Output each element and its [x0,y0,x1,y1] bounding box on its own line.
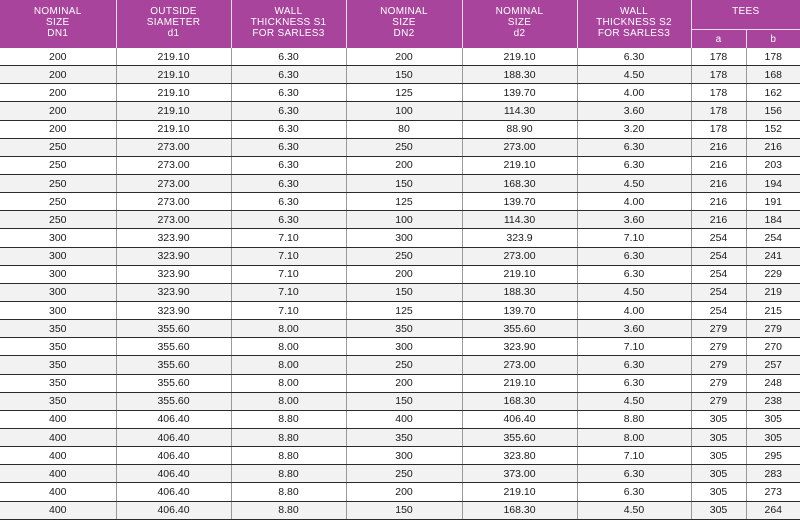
s2-cell: 6.30 [577,465,691,483]
tee-b-cell: 279 [746,320,800,338]
d1-cell: 219.10 [116,84,231,102]
d2-cell: 373.00 [462,465,577,483]
s2-cell: 6.30 [577,138,691,156]
dn1-cell: 350 [0,338,116,356]
s1-cell: 7.10 [231,301,346,319]
dn2-cell: 125 [346,193,462,211]
table-row [0,211,800,229]
d1-cell: 406.40 [116,465,231,483]
d1-cell: 406.40 [116,428,231,446]
d1-cell: 323.90 [116,229,231,247]
dn2-cell: 250 [346,138,462,156]
tee-b-cell: 305 [746,428,800,446]
tee-b-cell: 216 [746,138,800,156]
dn2-cell: 350 [346,320,462,338]
d2-cell: 188.30 [462,283,577,301]
tee-a-cell: 216 [691,211,746,229]
d1-cell: 406.40 [116,501,231,519]
dn1-cell: 250 [0,211,116,229]
dn2-cell: 250 [346,465,462,483]
tee-b-cell: 229 [746,265,800,283]
tee-b-cell: 254 [746,229,800,247]
d2-cell: 168.30 [462,174,577,192]
dn1-cell: 350 [0,374,116,392]
dn1-cell: 200 [0,84,116,102]
d2-cell: 273.00 [462,356,577,374]
tee-b-cell: 219 [746,283,800,301]
tee-b-cell: 283 [746,465,800,483]
tee-a-cell: 305 [691,483,746,501]
s2-cell: 7.10 [577,229,691,247]
tee-b-cell: 184 [746,211,800,229]
d2-cell: 219.10 [462,374,577,392]
d1-cell: 219.10 [116,66,231,84]
s1-cell: 8.80 [231,410,346,428]
s2-cell: 6.30 [577,265,691,283]
table-row [0,102,800,120]
table-row [0,193,800,211]
tee-a-cell: 178 [691,120,746,138]
s2-cell: 3.60 [577,102,691,120]
s2-cell: 4.00 [577,193,691,211]
table-row [0,247,800,265]
s2-cell: 6.30 [577,374,691,392]
s2-cell: 6.30 [577,48,691,66]
table-row [0,320,800,338]
s2-cell: 8.00 [577,428,691,446]
d1-cell: 219.10 [116,102,231,120]
tee-a-cell: 279 [691,338,746,356]
d1-cell: 273.00 [116,138,231,156]
d1-cell: 406.40 [116,483,231,501]
header-tees: TEES [691,0,800,30]
dn1-cell: 300 [0,283,116,301]
d1-cell: 323.90 [116,265,231,283]
dn2-cell: 400 [346,410,462,428]
tee-a-cell: 305 [691,410,746,428]
s1-cell: 6.30 [231,211,346,229]
s2-cell: 8.80 [577,410,691,428]
tee-a-cell: 216 [691,156,746,174]
d2-cell: 168.30 [462,501,577,519]
table-body [0,48,800,519]
table-header [0,0,800,48]
s1-cell: 8.80 [231,447,346,465]
table-row [0,156,800,174]
header-wall-thickness-s1: WALL THICKNESS S1 FOR SARLES3 [231,0,346,48]
s1-cell: 8.00 [231,338,346,356]
d2-cell: 168.30 [462,392,577,410]
s1-cell: 7.10 [231,283,346,301]
dn1-cell: 350 [0,320,116,338]
d1-cell: 273.00 [116,211,231,229]
d1-cell: 323.90 [116,283,231,301]
s1-cell: 6.30 [231,84,346,102]
tee-b-cell: 273 [746,483,800,501]
d2-cell: 323.80 [462,447,577,465]
s1-cell: 6.30 [231,66,346,84]
s1-cell: 6.30 [231,174,346,192]
dn1-cell: 300 [0,301,116,319]
tee-a-cell: 305 [691,447,746,465]
tee-a-cell: 178 [691,102,746,120]
s2-cell: 7.10 [577,447,691,465]
d2-cell: 323.90 [462,338,577,356]
d1-cell: 273.00 [116,174,231,192]
dn1-cell: 400 [0,410,116,428]
dn2-cell: 150 [346,501,462,519]
table-row [0,374,800,392]
dn2-cell: 200 [346,156,462,174]
d1-cell: 355.60 [116,374,231,392]
tee-a-cell: 254 [691,265,746,283]
dn2-cell: 250 [346,247,462,265]
s1-cell: 8.80 [231,483,346,501]
tee-a-cell: 279 [691,374,746,392]
table-row [0,66,800,84]
s1-cell: 6.30 [231,48,346,66]
d1-cell: 273.00 [116,193,231,211]
d2-cell: 88.90 [462,120,577,138]
tee-a-cell: 216 [691,174,746,192]
table-row [0,356,800,374]
tee-b-cell: 194 [746,174,800,192]
dn2-cell: 100 [346,102,462,120]
tee-a-cell: 305 [691,465,746,483]
dn2-cell: 125 [346,301,462,319]
tee-b-cell: 270 [746,338,800,356]
dn1-cell: 300 [0,229,116,247]
dn1-cell: 200 [0,48,116,66]
d2-cell: 219.10 [462,265,577,283]
dn2-cell: 80 [346,120,462,138]
s1-cell: 7.10 [231,247,346,265]
dn1-cell: 250 [0,193,116,211]
tee-a-cell: 254 [691,247,746,265]
s2-cell: 4.50 [577,174,691,192]
d1-cell: 323.90 [116,301,231,319]
dn2-cell: 200 [346,483,462,501]
tee-b-cell: 264 [746,501,800,519]
dn2-cell: 300 [346,447,462,465]
s1-cell: 6.30 [231,102,346,120]
dn2-cell: 150 [346,392,462,410]
tee-b-cell: 305 [746,410,800,428]
s2-cell: 6.30 [577,356,691,374]
d2-cell: 219.10 [462,483,577,501]
table-row [0,410,800,428]
tee-b-cell: 162 [746,84,800,102]
header-tees-a: a [691,30,746,49]
s2-cell: 3.60 [577,320,691,338]
s1-cell: 7.10 [231,265,346,283]
s2-cell: 6.30 [577,156,691,174]
dn1-cell: 200 [0,66,116,84]
dn2-cell: 300 [346,229,462,247]
table-row [0,84,800,102]
d2-cell: 139.70 [462,193,577,211]
d1-cell: 323.90 [116,247,231,265]
tee-b-cell: 168 [746,66,800,84]
dn1-cell: 400 [0,465,116,483]
tee-b-cell: 248 [746,374,800,392]
dn1-cell: 400 [0,501,116,519]
tee-a-cell: 305 [691,428,746,446]
header-outside-diameter-d1: OUTSIDE SIAMETER d1 [116,0,231,48]
dn1-cell: 250 [0,174,116,192]
dn1-cell: 200 [0,102,116,120]
table-row [0,338,800,356]
s1-cell: 7.10 [231,229,346,247]
dn2-cell: 250 [346,356,462,374]
tee-b-cell: 152 [746,120,800,138]
s1-cell: 8.00 [231,356,346,374]
table-row [0,174,800,192]
s2-cell: 4.50 [577,66,691,84]
dn1-cell: 400 [0,483,116,501]
tee-b-cell: 203 [746,156,800,174]
s1-cell: 8.00 [231,320,346,338]
tee-a-cell: 178 [691,84,746,102]
tee-b-cell: 257 [746,356,800,374]
s1-cell: 6.30 [231,120,346,138]
dn1-cell: 300 [0,265,116,283]
s2-cell: 6.30 [577,483,691,501]
tee-a-cell: 279 [691,392,746,410]
tee-a-cell: 254 [691,229,746,247]
dn2-cell: 100 [346,211,462,229]
header-wall-thickness-s2: WALL THICKNESS S2 FOR SARLES3 [577,0,691,48]
d2-cell: 355.60 [462,428,577,446]
d1-cell: 355.60 [116,320,231,338]
d2-cell: 406.40 [462,410,577,428]
s1-cell: 8.80 [231,428,346,446]
dn1-cell: 400 [0,447,116,465]
d2-cell: 188.30 [462,66,577,84]
d1-cell: 273.00 [116,156,231,174]
dn2-cell: 150 [346,283,462,301]
dn2-cell: 125 [346,84,462,102]
table-row [0,301,800,319]
dn1-cell: 350 [0,356,116,374]
tee-b-cell: 215 [746,301,800,319]
s2-cell: 4.00 [577,84,691,102]
dn2-cell: 200 [346,374,462,392]
s2-cell: 3.60 [577,211,691,229]
d1-cell: 219.10 [116,120,231,138]
dn1-cell: 300 [0,247,116,265]
d1-cell: 406.40 [116,447,231,465]
header-nominal-size-dn2: NOMINAL SIZE DN2 [346,0,462,48]
s1-cell: 8.00 [231,374,346,392]
tee-b-cell: 191 [746,193,800,211]
s2-cell: 6.30 [577,247,691,265]
tee-a-cell: 305 [691,501,746,519]
d1-cell: 355.60 [116,356,231,374]
s1-cell: 8.80 [231,465,346,483]
tee-a-cell: 178 [691,48,746,66]
dn1-cell: 250 [0,138,116,156]
table-row [0,392,800,410]
dn1-cell: 250 [0,156,116,174]
table-row [0,483,800,501]
tee-b-cell: 238 [746,392,800,410]
tee-a-cell: 216 [691,193,746,211]
d1-cell: 406.40 [116,410,231,428]
s1-cell: 6.30 [231,138,346,156]
table-row [0,447,800,465]
table-row [0,48,800,66]
header-nominal-size-d2: NOMINAL SIZE d2 [462,0,577,48]
dn1-cell: 200 [0,120,116,138]
s1-cell: 8.80 [231,501,346,519]
s2-cell: 4.50 [577,501,691,519]
table-row [0,138,800,156]
table-row [0,229,800,247]
tee-a-cell: 178 [691,66,746,84]
table-row [0,428,800,446]
tee-a-cell: 216 [691,138,746,156]
tee-a-cell: 279 [691,356,746,374]
tee-b-cell: 241 [746,247,800,265]
d2-cell: 355.60 [462,320,577,338]
d1-cell: 355.60 [116,392,231,410]
table-row [0,283,800,301]
s2-cell: 4.50 [577,283,691,301]
tee-a-cell: 279 [691,320,746,338]
dn2-cell: 150 [346,66,462,84]
table-row [0,465,800,483]
dn2-cell: 350 [346,428,462,446]
d1-cell: 355.60 [116,338,231,356]
s2-cell: 7.10 [577,338,691,356]
header-tees-b: b [746,30,800,49]
d2-cell: 219.10 [462,48,577,66]
dn2-cell: 300 [346,338,462,356]
d2-cell: 139.70 [462,301,577,319]
d2-cell: 114.30 [462,102,577,120]
s1-cell: 6.30 [231,156,346,174]
table-row [0,120,800,138]
s1-cell: 8.00 [231,392,346,410]
d1-cell: 219.10 [116,48,231,66]
d2-cell: 273.00 [462,138,577,156]
dn2-cell: 200 [346,48,462,66]
d2-cell: 139.70 [462,84,577,102]
d2-cell: 273.00 [462,247,577,265]
s2-cell: 4.00 [577,301,691,319]
tee-b-cell: 178 [746,48,800,66]
d2-cell: 219.10 [462,156,577,174]
s2-cell: 4.50 [577,392,691,410]
tee-a-cell: 254 [691,283,746,301]
tee-b-cell: 295 [746,447,800,465]
table-row [0,501,800,519]
dn1-cell: 400 [0,428,116,446]
tee-b-cell: 156 [746,102,800,120]
dn1-cell: 350 [0,392,116,410]
dn2-cell: 150 [346,174,462,192]
d2-cell: 323.9 [462,229,577,247]
header-nominal-size-dn1: NOMINAL SIZE DN1 [0,0,116,48]
table-row [0,265,800,283]
s1-cell: 6.30 [231,193,346,211]
tee-a-cell: 254 [691,301,746,319]
s2-cell: 3.20 [577,120,691,138]
d2-cell: 114.30 [462,211,577,229]
dn2-cell: 200 [346,265,462,283]
